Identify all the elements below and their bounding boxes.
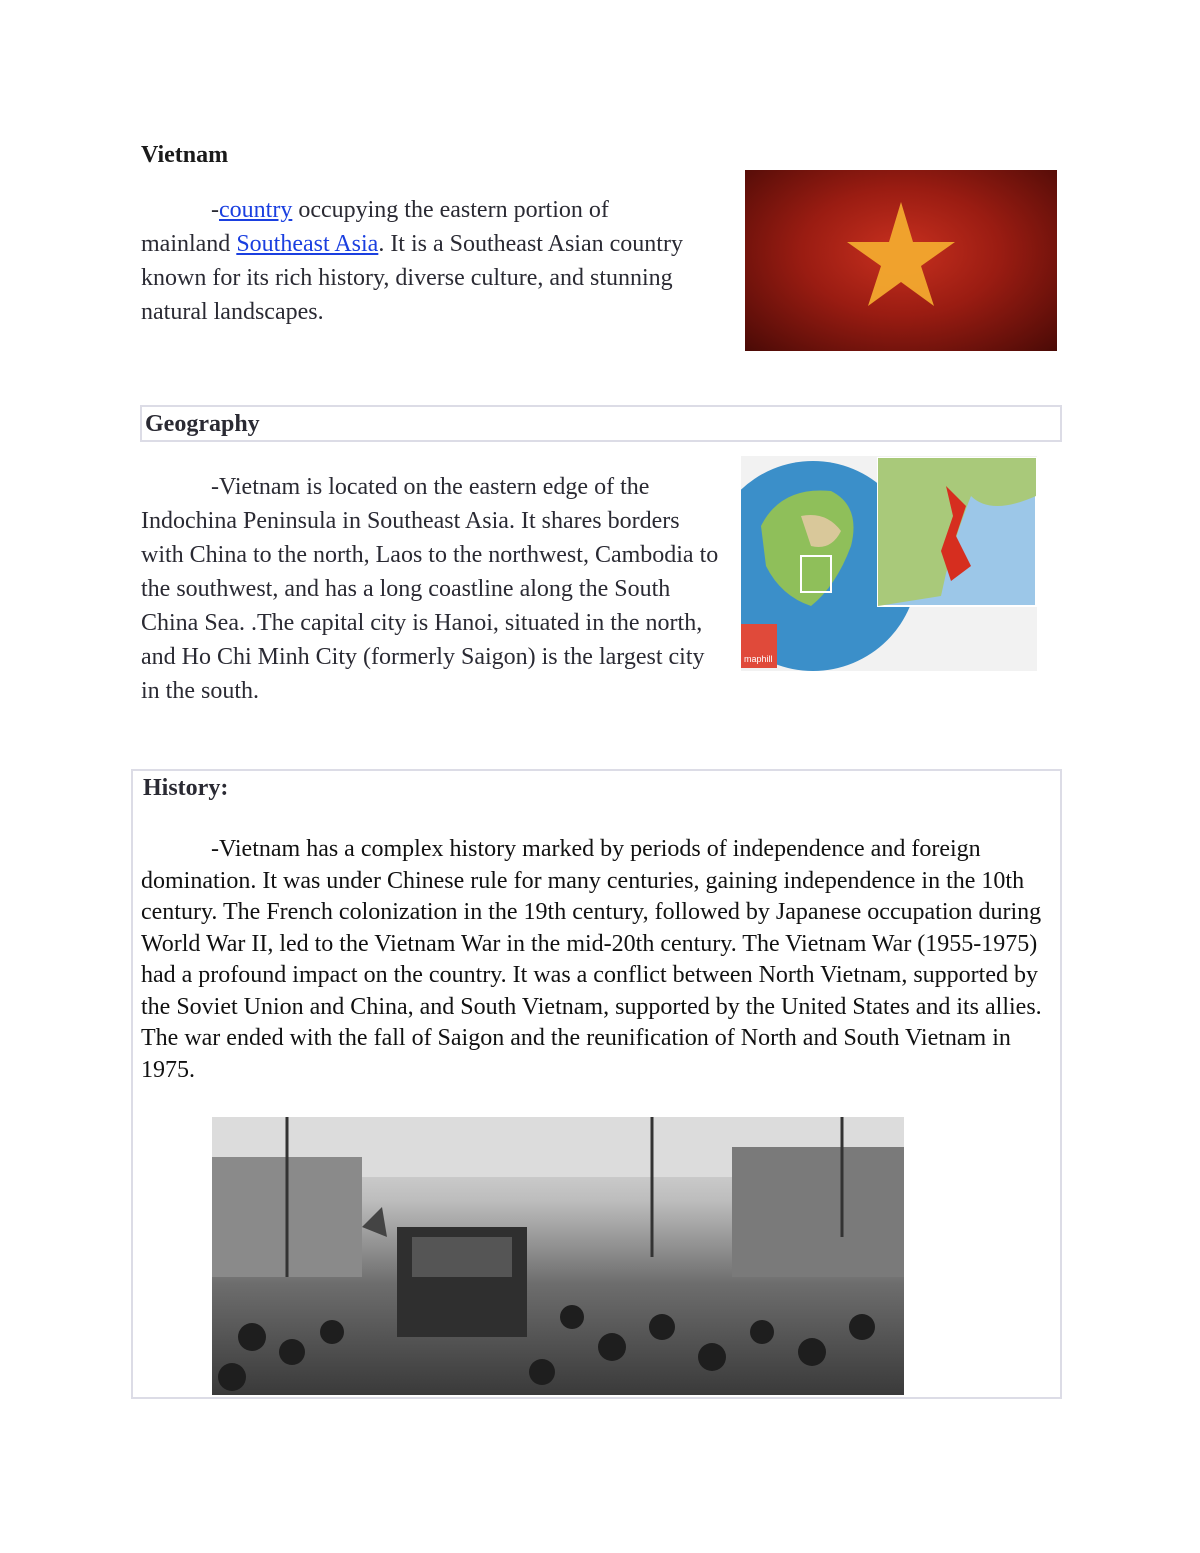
history-text: -Vietnam has a complex history marked by periods of independence and foreign domination. It was under Chinese rule for many centuries, gaining independence in the 10th century. The French colonization in the 19th century, followed by Japanese occupation during World War II, led to the Vietnam War in the mid-20th century. The Vietnam War (1955-1975) had a profound impact on the country. It was a conflict between North Vietnam, supported by the Soviet Union and China, and South Vietnam, supported by the United States and its allies. The war ended with the fall of Saigon and the reunification of North and South Vietnam in 1975. [141,836,1042,1083]
history-paragraph [141,834,1061,1086]
geography-text: -Vietnam is located on the eastern edge of the Indochina Peninsula in Southeast Asia. It shares borders with China to the north, Laos to the northwest, Cambodia to the southwest, and has a long coastline along the South China Sea. .The capital city is Hanoi, situated in the north, and Ho Chi Minh City (formerly Saigon) is the largest city in the south. [141,474,719,704]
intro-dash: - [211,197,219,223]
fall-of-saigon-photo [212,1117,904,1395]
history-heading: History: [143,775,229,801]
flag-star-icon [847,202,955,306]
geography-heading-box [140,405,1062,442]
vietnam-flag-image [745,170,1057,351]
geography-heading: Geography [145,411,260,437]
intro-paragraph [141,193,701,329]
vietnam-map-image [741,456,1037,671]
page-title: Vietnam [141,142,229,168]
intro-text-1: occupying the eastern portion of mainland [141,197,609,257]
country-link[interactable]: country [219,197,293,223]
geography-paragraph [141,470,721,708]
maphill-logo-text: maphill [744,654,773,664]
southeast-asia-link[interactable]: Southeast Asia [236,231,379,257]
intro-text-2: . It is a Southeast Asian country known for its rich history, diverse culture, and stunning natural landscapes. [141,231,683,325]
